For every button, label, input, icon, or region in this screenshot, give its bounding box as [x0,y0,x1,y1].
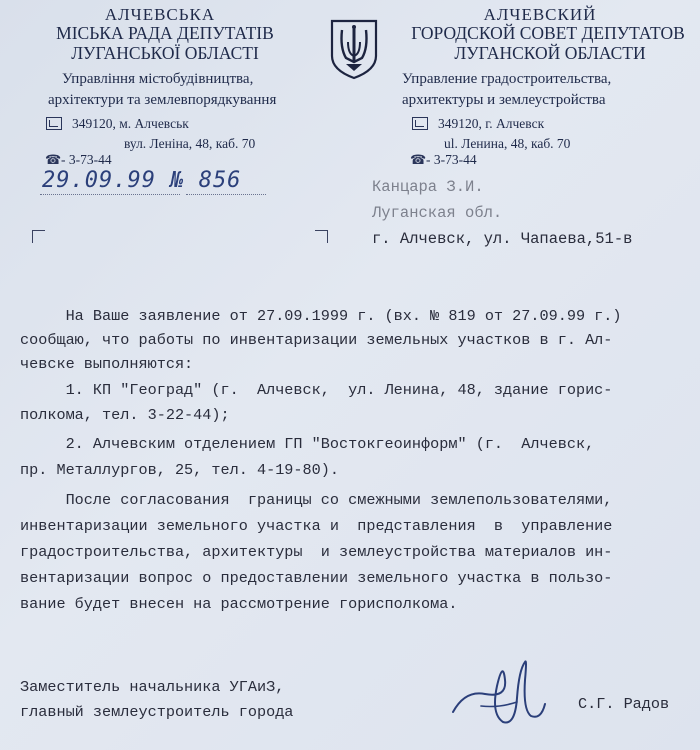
right-dept-line2: архитектуры и землеустройства [402,92,606,108]
ref-underline [186,194,266,195]
phone-icon: ☎ [410,153,427,168]
body-line: вание будет внесен на рассмотрение горисполкома. [20,595,458,613]
left-street: вул. Леніна, 48, каб. 70 [124,136,256,151]
left-council: МІСЬКА РАДА ДЕПУТАТІВ [56,23,274,43]
handwritten-signature-icon [445,650,555,730]
body-line: чевске выполняются: [20,355,194,373]
handwritten-ref: 29.09.99 № 856 [42,168,242,193]
right-council: ГОРОДСКОЙ СОВЕТ ДЕПУТАТОВ [411,23,685,43]
body-line: пр. Металлургов, 25, тел. 4-19-80). [20,461,339,479]
recipient-address: г. Алчевск, ул. Чапаева,51-в [372,230,633,248]
body-line: На Ваше заявление от 27.09.1999 г. (вх. № 819 от 27.09.99 г.) [20,307,622,325]
left-dept-line1: Управління містобудівництва, [62,71,254,87]
right-dept-line1: Управление градостроительства, [402,71,612,87]
body-line: инвентаризации земельного участка и представления в управление [20,517,613,535]
mailbox-icon [412,117,428,130]
signature-title-line2: главный землеустроитель города [20,703,294,721]
address-bracket-left [32,230,45,243]
right-region: ЛУГАНСКОЙ ОБЛАСТИ [454,43,646,63]
signature-title-line1: Заместитель начальника УГАиЗ, [20,678,285,696]
right-city: АЛЧЕВСКИЙ [483,5,597,24]
trident-emblem-icon [328,18,380,80]
ref-underline [40,194,180,195]
right-street: ul. Ленина, 48, каб. 70 [444,136,571,151]
left-dept-line2: архітектури та землевпорядкування [48,92,277,108]
body-line: вентаризации вопрос о предоставлении земельного участка в пользо- [20,569,613,587]
body-line: полкома, тел. 3-22-44); [20,406,230,424]
right-postcode-city: 349120, г. Алчевск [438,116,545,131]
address-bracket-right [315,230,328,243]
left-postcode-city: 349120, м. Алчевськ [72,116,189,131]
body-line: 2. Алчевским отделением ГП "Востокгеоинформ" (г. Алчевск, [20,435,595,453]
left-city: АЛЧЕВСЬКА [104,5,216,24]
recipient-region: Луганская обл. [372,204,503,222]
left-region: ЛУГАНСЬКОЇ ОБЛАСТІ [71,43,259,63]
mailbox-icon [46,117,62,130]
signature-name: С.Г. Радов [578,695,670,713]
body-line: градостроительства, архитектуры и землеустройства материалов ин- [20,543,613,561]
body-line: 1. КП "Геоград" (г. Алчевск, ул. Ленина, 48, здание горис- [20,381,613,399]
body-line: После согласования границы со смежными землепользователями, [20,491,613,509]
body-line: сообщаю, что работы по инвентаризации земельных участков в г. Ал- [20,331,613,349]
right-phone: - 3-73-44 [426,152,477,167]
phone-icon: ☎ [45,153,62,168]
left-phone: - 3-73-44 [61,152,112,167]
recipient-name: Канцара З.И. [372,178,484,196]
